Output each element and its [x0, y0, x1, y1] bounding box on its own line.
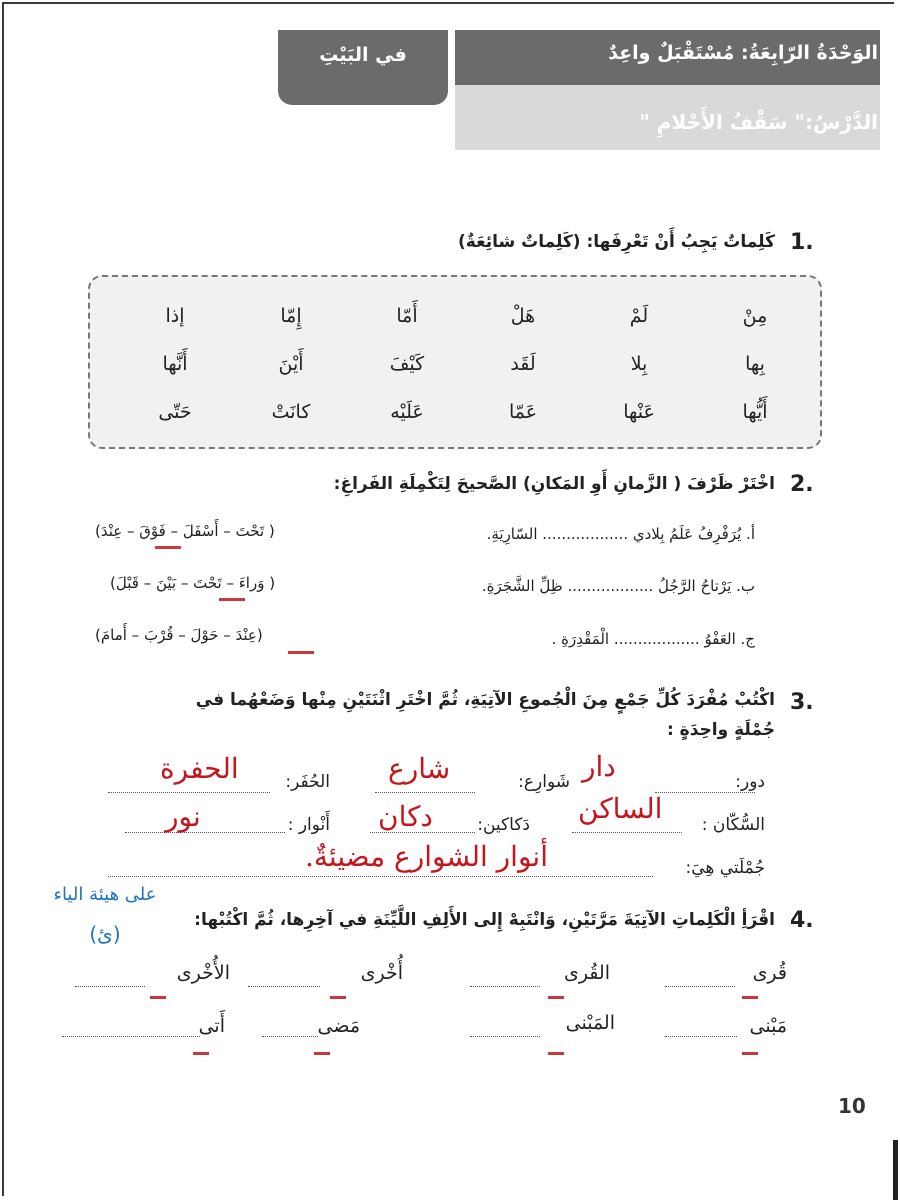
answer-sharia: شارع	[388, 752, 451, 785]
q1-title: كَلِماتٌ يَجِبُ أَنْ تَعْرِفَها: (كَلِماتٌ شائِعَةٌ)	[458, 232, 775, 252]
q4-title: اقْرَأِ الْكَلِماتِ الآتِيَةَ مَرَّتَيْنِ، وَانْتَبِهْ إِلى الأَلِفِ اللَّيِّنَةِ في آخِرِها، ثُمَّ اكْتُبْها:	[194, 910, 775, 930]
q3-number: 3.	[790, 690, 814, 715]
label-dakakin: دَكاكين:	[477, 815, 530, 835]
q2-title: اخْتَرْ ظَرْفَ ( الزَّمانِ أَوِ المَكانِ) الصَّحيحَ لِتَكْمِلَةِ الفَراغِ:	[333, 474, 775, 494]
q2-choices-b: ( وَراءَ – تَحْتَ – بَيْنَ – قَبْلَ)	[110, 574, 276, 592]
alif-underline	[548, 996, 564, 999]
copy-blank	[470, 1036, 540, 1037]
alif-underline	[548, 1052, 564, 1055]
page-number: 10	[838, 1094, 866, 1118]
word-cell: أَنَّها	[162, 353, 188, 375]
q2-sentence-c: ج. العَفْوُ .................. الْمَقْدِرَةِ .	[551, 630, 755, 648]
q2-sentence-a: أ. يُرَفْرِفُ عَلَمُ بِلادي .................. السّارِيَةِ.	[486, 525, 755, 543]
answer-hufra: الحفرة	[160, 752, 239, 785]
alif-underline	[742, 996, 758, 999]
note-line1: على هيئة الياء	[53, 884, 157, 905]
answer-underline	[155, 546, 181, 549]
home-tab	[278, 30, 448, 105]
copy-blank	[62, 1036, 200, 1037]
word-cell: كانَتْ	[271, 401, 311, 423]
alif-underline	[314, 1052, 330, 1055]
copy-blank	[665, 1036, 737, 1037]
q4-number: 4.	[790, 908, 814, 933]
words-row	[120, 292, 810, 340]
copy-blank	[470, 986, 540, 987]
alif-underline	[742, 1052, 758, 1055]
alif-underline	[150, 996, 166, 999]
common-words-grid	[120, 292, 810, 436]
answer-blank	[655, 792, 755, 793]
label-dur: دور:	[735, 772, 765, 792]
label-shawari: شَوارِع:	[518, 772, 570, 792]
label-hufar: الحُفَر:	[285, 772, 330, 792]
word-qura: قُرى	[752, 962, 787, 984]
word-cell: بِلا	[630, 353, 648, 375]
copy-blank	[248, 986, 320, 987]
q1-number: 1.	[790, 230, 814, 255]
answer-blank	[375, 792, 475, 793]
q2-sentence-b: ب. يَرْتاحُ الرَّجُلُ .................. ظِلِّ الشَّجَرَةِ.	[481, 577, 755, 595]
word-cell: عَنْها	[623, 401, 655, 423]
note-line2: (ئ)	[89, 922, 121, 946]
word-cell: أَيُّها	[742, 401, 768, 423]
word-cell: لَمْ	[629, 305, 649, 327]
page-edge	[893, 1140, 898, 1200]
q3-title-line2: جُمْلَةٍ واحِدَةٍ :	[666, 720, 775, 740]
word-cell: كَيْفَ	[389, 353, 425, 375]
alif-underline	[193, 1052, 209, 1055]
home-tab-label: في البَيْتِ	[319, 44, 407, 66]
sentence-blank	[108, 876, 653, 877]
answer-blank	[125, 832, 285, 833]
answer-underline	[219, 598, 245, 601]
answer-dukkan: دكان	[378, 800, 433, 833]
word-alqura: القُرى	[563, 962, 610, 984]
q3-title-line1: اكْتُبْ مُفْرَدَ كُلِّ جَمْعٍ مِنَ الْجُموعِ الآتِيَةِ، ثُمَّ اخْتَرِ اثْنَتَيْنِ مِنْها وَضَعْهُما في	[195, 690, 775, 710]
word-cell: حَتّى	[158, 401, 192, 423]
word-cell: أَمّا	[396, 305, 418, 327]
answer-blank	[572, 832, 682, 833]
q2-choices-c: (عِنْدَ – حَوْلَ – قُرْبَ – أَمامَ)	[95, 626, 263, 644]
word-cell: بِها	[745, 353, 765, 375]
word-ata: أَتى	[198, 1015, 225, 1037]
label-jumlati: جُمْلَتي هِيَ:	[685, 858, 765, 878]
copy-blank	[262, 1036, 318, 1037]
answer-dar: دار	[582, 750, 616, 783]
words-row	[120, 388, 810, 436]
word-cell: عَلَيْه	[390, 401, 424, 423]
q2-number: 2.	[790, 472, 814, 497]
words-row	[120, 340, 810, 388]
word-almabna: المَبْنى	[565, 1012, 615, 1034]
word-cell: لَقَد	[510, 353, 536, 375]
word-cell: عَمّا	[508, 401, 538, 423]
unit-title: الوَحْدَةُ الرّابِعَةُ: مُسْتَقْبَلٌ واعِدٌ	[608, 42, 878, 64]
word-mabna: مَبْنى	[749, 1015, 787, 1037]
word-cell: مِنْ	[742, 305, 768, 327]
label-anwar: أَنْوار :	[287, 815, 330, 835]
copy-blank	[75, 986, 145, 987]
word-cell: إِمّا	[280, 305, 302, 327]
word-cell: إذا	[165, 305, 185, 327]
answer-blank	[108, 792, 270, 793]
q2-choices-a: ( تَحْتَ – أَسْفَلَ – فَوْقَ – عِنْدَ)	[95, 522, 275, 540]
word-ukhra: أُخْرى	[360, 962, 403, 984]
answer-sentence: أنوار الشوارع مضيئةٌ.	[305, 840, 548, 873]
word-cell: أَيْنَ	[278, 353, 304, 375]
answer-sakin: الساكن	[578, 792, 663, 825]
lesson-title: الدَّرْسُ:" سَقْفُ الأَحْلامِ "	[639, 110, 878, 134]
word-cell: هَلْ	[510, 305, 536, 327]
word-alukhra: الأُخْرى	[176, 962, 230, 984]
answer-nur: نور	[165, 800, 201, 833]
copy-blank	[665, 986, 735, 987]
word-mada: مَضى	[317, 1015, 360, 1037]
alif-underline	[330, 996, 346, 999]
label-sukkan: السُّكّان :	[701, 815, 765, 835]
answer-underline	[288, 651, 314, 654]
